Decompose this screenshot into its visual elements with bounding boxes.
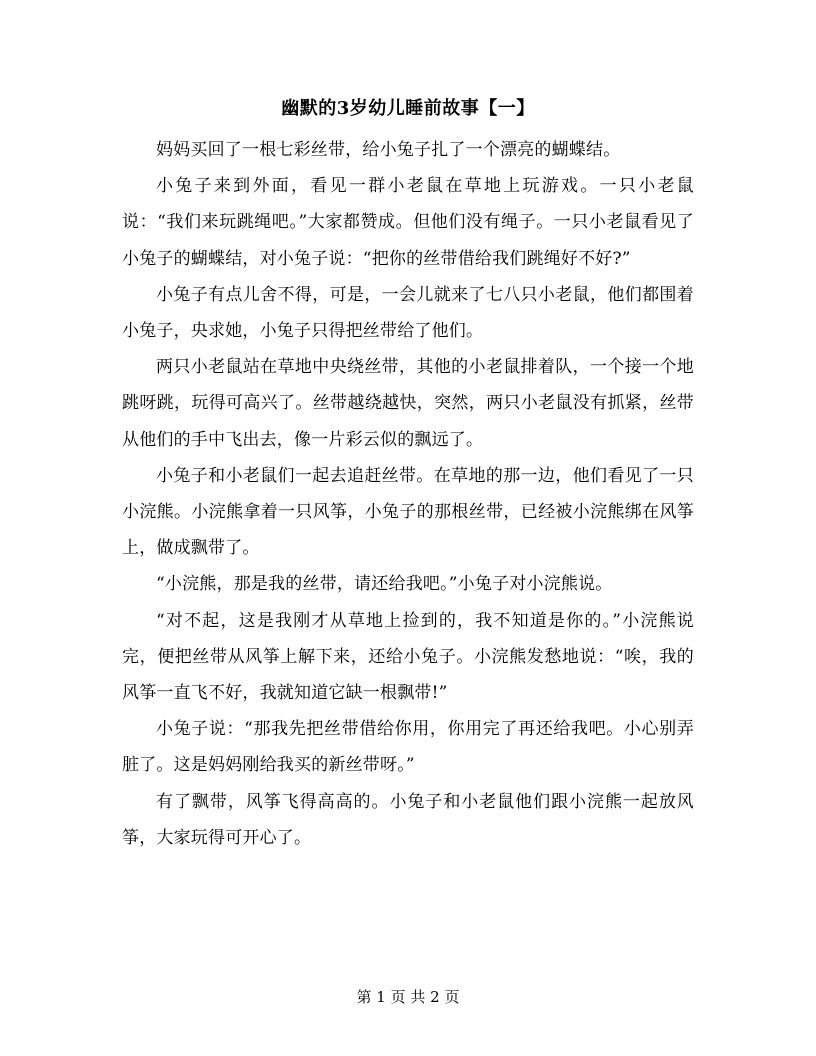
paragraph: 小兔子有点儿舍不得，可是，一会儿就来了七八只小老鼠，他们都围着小兔子，央求她，小兔子只得把丝带给了他们。 bbox=[122, 284, 694, 342]
paragraph: 小兔子和小老鼠们一起去追赶丝带。在草地的那一边，他们看见了一只小浣熊。小浣熊拿着一只风筝，小兔子的那根丝带，已经被小浣熊绑在风筝上，做成飘带了。 bbox=[122, 465, 694, 559]
paragraph: “对不起，这是我刚才从草地上捡到的，我不知道是你的。”小浣熊说完，便把丝带从风筝上解下来，还给小兔子。小浣熊发愁地说：“唉，我的风筝一直飞不好，我就知道它缺一根飘带!” bbox=[122, 610, 694, 704]
paragraph: “小浣熊，那是我的丝带，请还给我吧。”小兔子对小浣熊说。 bbox=[156, 574, 613, 595]
story-body bbox=[122, 132, 694, 856]
paragraph: 小兔子说：“那我先把丝带借给你用，你用完了再还给我吧。小心别弄脏了。这是妈妈刚给我买的新丝带呀。” bbox=[122, 719, 694, 776]
story-title: 幽默的3岁幼儿睡前故事【一】 bbox=[281, 98, 535, 119]
page-number: 第 1 页 共 2 页 bbox=[356, 988, 460, 1006]
paragraph: 小兔子来到外面，看见一群小老鼠在草地上玩游戏。一只小老鼠说：“我们来玩跳绳吧。”大家都赞成。但他们没有绳子。一只小老鼠看见了小兔子的蝴蝶结，对小兔子说：“把你的丝带借给我们跳绳好不好?” bbox=[122, 176, 694, 269]
paragraph: 妈妈买回了一根七彩丝带，给小兔子扎了一个漂亮的蝴蝶结。 bbox=[156, 140, 621, 160]
paragraph: 两只小老鼠站在草地中央绕丝带，其他的小老鼠排着队，一个接一个地跳呀跳，玩得可高兴了。丝带越绕越快，突然，两只小老鼠没有抓紧，丝带从他们的手中飞出去，像一片彩云似的飘远了。 bbox=[122, 357, 694, 450]
paragraph: 有了飘带，风筝飞得高高的。小兔子和小老鼠他们跟小浣熊一起放风筝，大家玩得可开心了。 bbox=[122, 791, 694, 848]
